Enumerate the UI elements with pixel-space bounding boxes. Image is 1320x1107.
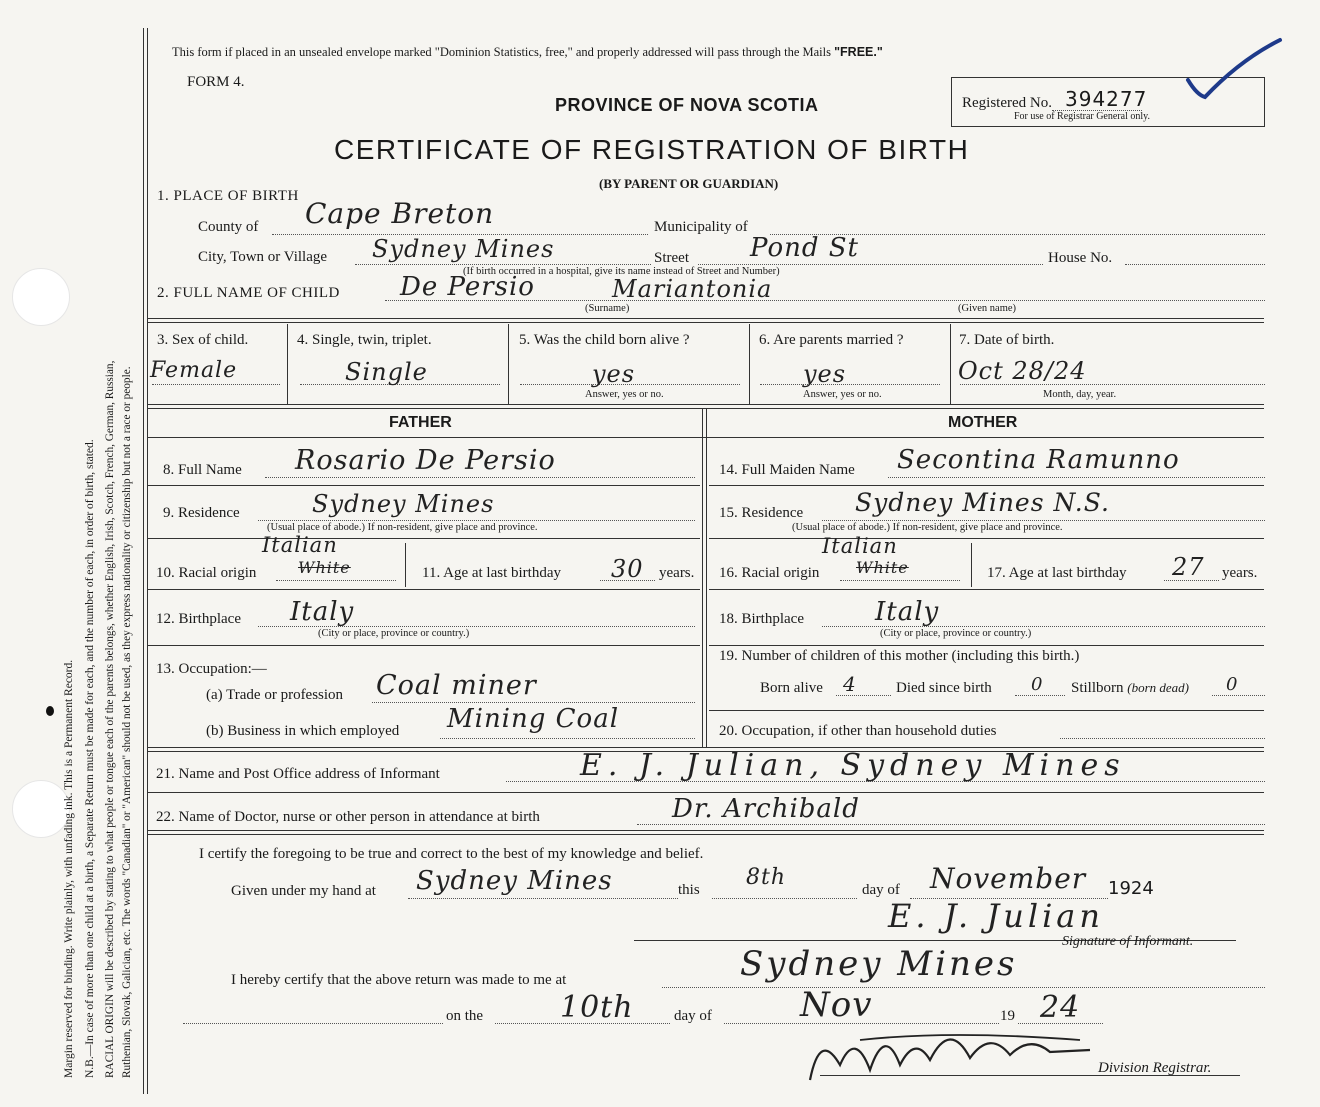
mother-rule-1 — [709, 485, 1264, 486]
informant-label: 21. Name and Post Office address of Informant — [156, 766, 440, 782]
father-racial-origin-label: 10. Racial origin — [156, 565, 257, 581]
born-alive-value: yes — [592, 360, 636, 388]
given-place-line — [408, 898, 678, 899]
father-rule-1 — [147, 485, 700, 486]
registration-day-of-label: day of — [674, 1008, 712, 1024]
father-heading: FATHER — [389, 414, 452, 431]
father-name-label: 8. Full Name — [163, 462, 242, 478]
registration-year-prefix: 19 — [1000, 1008, 1015, 1024]
father-rule-3 — [147, 589, 700, 590]
father-birthplace-value: Italy — [290, 597, 355, 627]
stillborn-line — [1212, 695, 1265, 696]
mother-occupation-line — [1060, 738, 1265, 739]
mother-racial-origin-value: Italian — [822, 534, 898, 558]
city-label: City, Town or Village — [198, 249, 328, 265]
sex-line — [152, 384, 280, 385]
street-value: Pond St — [750, 233, 860, 263]
street-line — [698, 264, 1043, 265]
mother-age-value: 27 — [1172, 553, 1205, 581]
business-label: (b) Business in which employed — [206, 723, 400, 739]
day-value: 8th — [746, 865, 787, 890]
father-residence-value: Sydney Mines — [312, 490, 495, 518]
informant-rule — [147, 792, 1264, 793]
year-value: 1924 — [1108, 878, 1154, 899]
single-twin-label: 4. Single, twin, triplet. — [297, 332, 432, 348]
city-value: Sydney Mines — [372, 235, 555, 263]
col-sep-3 — [749, 324, 750, 404]
business-value: Mining Coal — [447, 704, 620, 734]
margin-bullet — [46, 706, 54, 716]
margin-note-racial-origin-2: Ruthenian, Slovak, Galician, etc. The words "Canadian" or "American" should not be used, as they express nationality or citizenship but not a race or people. — [121, 366, 133, 1078]
born-alive-label: 5. Was the child born alive ? — [519, 332, 690, 348]
mother-occupation-label: 20. Occupation, if other than household duties — [719, 723, 997, 739]
province-heading: PROVINCE OF NOVA SCOTIA — [555, 95, 819, 115]
mother-birthplace-note: (City or place, province or country.) — [880, 628, 1032, 639]
father-name-value: Rosario De Persio — [295, 445, 556, 476]
date-of-birth-value: Oct 28/24 — [958, 357, 1087, 385]
sex-label: 3. Sex of child. — [157, 332, 249, 348]
col-sep-4 — [950, 324, 951, 404]
form-number: FORM 4. — [187, 74, 245, 90]
mother-age-label: 17. Age at last birthday — [987, 565, 1127, 581]
trade-value: Coal miner — [376, 670, 537, 701]
street-label: Street — [654, 250, 689, 266]
registration-month-value: Nov — [800, 985, 873, 1025]
trade-line — [372, 702, 695, 703]
father-age-label: 11. Age at last birthday — [422, 565, 561, 581]
mother-heading: MOTHER — [948, 414, 1018, 431]
father-rule-2 — [147, 538, 700, 539]
doctor-value: Dr. Archibald — [672, 794, 860, 824]
father-residence-label: 9. Residence — [163, 505, 240, 521]
day-line — [712, 898, 857, 899]
mail-notice-text: This form if placed in an unsealed envelope marked "Dominion Statistics, free," and properly addressed will pass through the Mails — [172, 45, 835, 59]
hospital-note: (If birth occurred in a hospital, give its name instead of Street and Number) — [463, 266, 780, 277]
born-alive-note: Answer, yes or no. — [585, 389, 664, 400]
month-value: November — [930, 862, 1087, 895]
child-name-label: 2. FULL NAME OF CHILD — [157, 285, 340, 301]
father-birthplace-note: (City or place, province or country.) — [318, 628, 470, 639]
county-value: Cape Breton — [305, 197, 495, 230]
informant-value: E. J. Julian, Sydney Mines — [580, 748, 1126, 783]
registration-place-value: Sydney Mines — [740, 944, 1018, 984]
house-no-label: House No. — [1048, 250, 1113, 266]
mail-notice-free: "FREE." — [834, 45, 883, 59]
date-of-birth-note: Month, day, year. — [1043, 389, 1117, 400]
father-racial-origin-struck: White — [298, 558, 351, 577]
mother-racial-origin-label: 16. Racial origin — [719, 565, 820, 581]
parents-married-note: Answer, yes or no. — [803, 389, 882, 400]
mother-residence-label: 15. Residence — [719, 505, 804, 521]
rule-after-section-2 — [147, 318, 1264, 323]
municipality-label: Municipality of — [654, 219, 748, 235]
father-racial-divider — [405, 543, 406, 587]
surname-note: (Surname) — [585, 303, 630, 314]
mother-rule-2 — [709, 538, 1264, 539]
mother-name-value: Secontina Ramunno — [897, 445, 1180, 475]
margin-note-racial-origin: RACIAL ORIGIN will be described by stating to what people or tongue each of the parents belongs, whether English, Irish, Scotch, French, German, Russian, — [104, 360, 116, 1078]
checkmark-icon — [1185, 35, 1285, 105]
father-birthplace-label: 12. Birthplace — [156, 611, 241, 627]
mother-birthplace-label: 18. Birthplace — [719, 611, 804, 627]
given-name-note: (Given name) — [958, 303, 1017, 314]
died-since-birth-label: Died since birth — [896, 680, 992, 696]
given-under-hand-label: Given under my hand at — [231, 883, 376, 899]
mother-name-label: 14. Full Maiden Name — [719, 462, 855, 478]
margin-note-binding: Margin reserved for binding. Write plainly, with unfading ink. This is a Permanent Record. — [63, 659, 75, 1078]
father-age-value: 30 — [611, 555, 644, 583]
single-twin-value: Single — [345, 358, 428, 386]
certify-statement: I certify the foregoing to be true and correct to the best of my knowledge and belief. — [199, 846, 704, 862]
mother-racial-origin-line — [840, 580, 960, 581]
father-residence-note: (Usual place of abode.) If non-resident, give place and province. — [267, 522, 538, 533]
registration-day-value: 10th — [560, 990, 634, 1025]
mother-racial-divider — [971, 543, 972, 587]
this-label: this — [678, 882, 700, 898]
child-given-name: Mariantonia — [612, 275, 773, 303]
mother-residence-line — [822, 520, 1265, 521]
born-alive-count-label: Born alive — [760, 680, 823, 696]
stillborn-label — [1071, 680, 1189, 697]
registration-place-line — [662, 987, 1265, 988]
occupation-label: 13. Occupation:— — [156, 661, 267, 677]
father-name-line — [265, 477, 695, 478]
informant-signature: E. J. Julian — [888, 897, 1104, 935]
mother-residence-note: (Usual place of abode.) If non-resident, give place and province. — [792, 522, 1063, 533]
given-place-value: Sydney Mines — [416, 866, 613, 896]
mother-rule-5 — [709, 710, 1264, 711]
mother-age-years: years. — [1222, 565, 1258, 581]
left-border — [143, 28, 148, 1094]
margin-note-multiple-births: N.B.—In case of more than one child at a birth, a Separate Return must be made for each, and the number of each, in order of birth, stated. — [84, 439, 96, 1078]
stillborn-value: 0 — [1226, 674, 1239, 695]
city-line — [355, 264, 651, 265]
punch-hole-top — [12, 268, 70, 326]
business-line — [440, 738, 695, 739]
father-racial-origin-value: Italian — [262, 533, 338, 557]
date-of-birth-label: 7. Date of birth. — [959, 332, 1055, 348]
punch-hole-bottom — [12, 780, 70, 838]
father-racial-origin-line — [276, 580, 396, 581]
father-residence-line — [258, 520, 695, 521]
mother-birthplace-value: Italy — [875, 597, 940, 627]
place-of-birth-heading: 1. PLACE OF BIRTH — [157, 188, 299, 204]
stillborn-text: Stillborn — [1071, 680, 1124, 696]
mother-racial-origin-struck: White — [856, 558, 909, 577]
rule-after-doctor — [147, 830, 1264, 835]
child-surname: De Persio — [400, 272, 535, 302]
certificate-subtitle: (BY PARENT OR GUARDIAN) — [599, 176, 779, 191]
house-no-line — [1125, 264, 1265, 265]
children-count-label: 19. Number of children of this mother (including this birth.) — [719, 648, 1080, 664]
father-age-years: years. — [659, 565, 695, 581]
mother-residence-value: Sydney Mines N.S. — [855, 488, 1110, 517]
doctor-label: 22. Name of Doctor, nurse or other person in attendance at birth — [156, 809, 540, 825]
died-since-birth-line — [1015, 695, 1065, 696]
on-the-label: on the — [446, 1008, 484, 1024]
father-rule-4 — [147, 645, 700, 646]
col-sep-1 — [287, 324, 288, 404]
county-label: County of — [198, 219, 259, 235]
on-the-lead-line — [183, 1023, 443, 1024]
sex-value: Female — [150, 358, 238, 383]
day-of-label: day of — [862, 882, 900, 898]
rule-below-headings — [147, 437, 1264, 438]
registration-year-value: 24 — [1040, 990, 1081, 1025]
died-since-birth-value: 0 — [1031, 674, 1044, 695]
mother-name-line — [888, 477, 1265, 478]
parents-married-line — [760, 384, 940, 385]
certificate-title: CERTIFICATE OF REGISTRATION OF BIRTH — [334, 134, 970, 165]
registrar-general-note: For use of Registrar General only. — [1014, 111, 1150, 122]
parents-married-value: yes — [803, 360, 847, 388]
registered-label: Registered No. — [962, 95, 1052, 111]
mother-rule-3 — [709, 589, 1264, 590]
parents-married-label: 6. Are parents married ? — [759, 332, 904, 348]
trade-label: (a) Trade or profession — [206, 687, 344, 703]
signature-of-informant-label: Signature of Informant. — [1062, 934, 1194, 949]
registration-statement: I hereby certify that the above return was made to me at — [231, 972, 567, 988]
doctor-line — [637, 824, 1265, 825]
born-alive-count-value: 4 — [843, 672, 857, 696]
mail-notice — [172, 45, 883, 60]
division-registrar-label: Division Registrar. — [1098, 1060, 1212, 1076]
col-sep-2 — [508, 324, 509, 404]
registered-number: 394277 — [1065, 87, 1148, 111]
registrar-signature — [800, 1010, 1100, 1090]
mother-rule-4 — [709, 645, 1264, 646]
stillborn-note: (born dead) — [1127, 680, 1190, 695]
father-mother-divider — [702, 409, 707, 747]
